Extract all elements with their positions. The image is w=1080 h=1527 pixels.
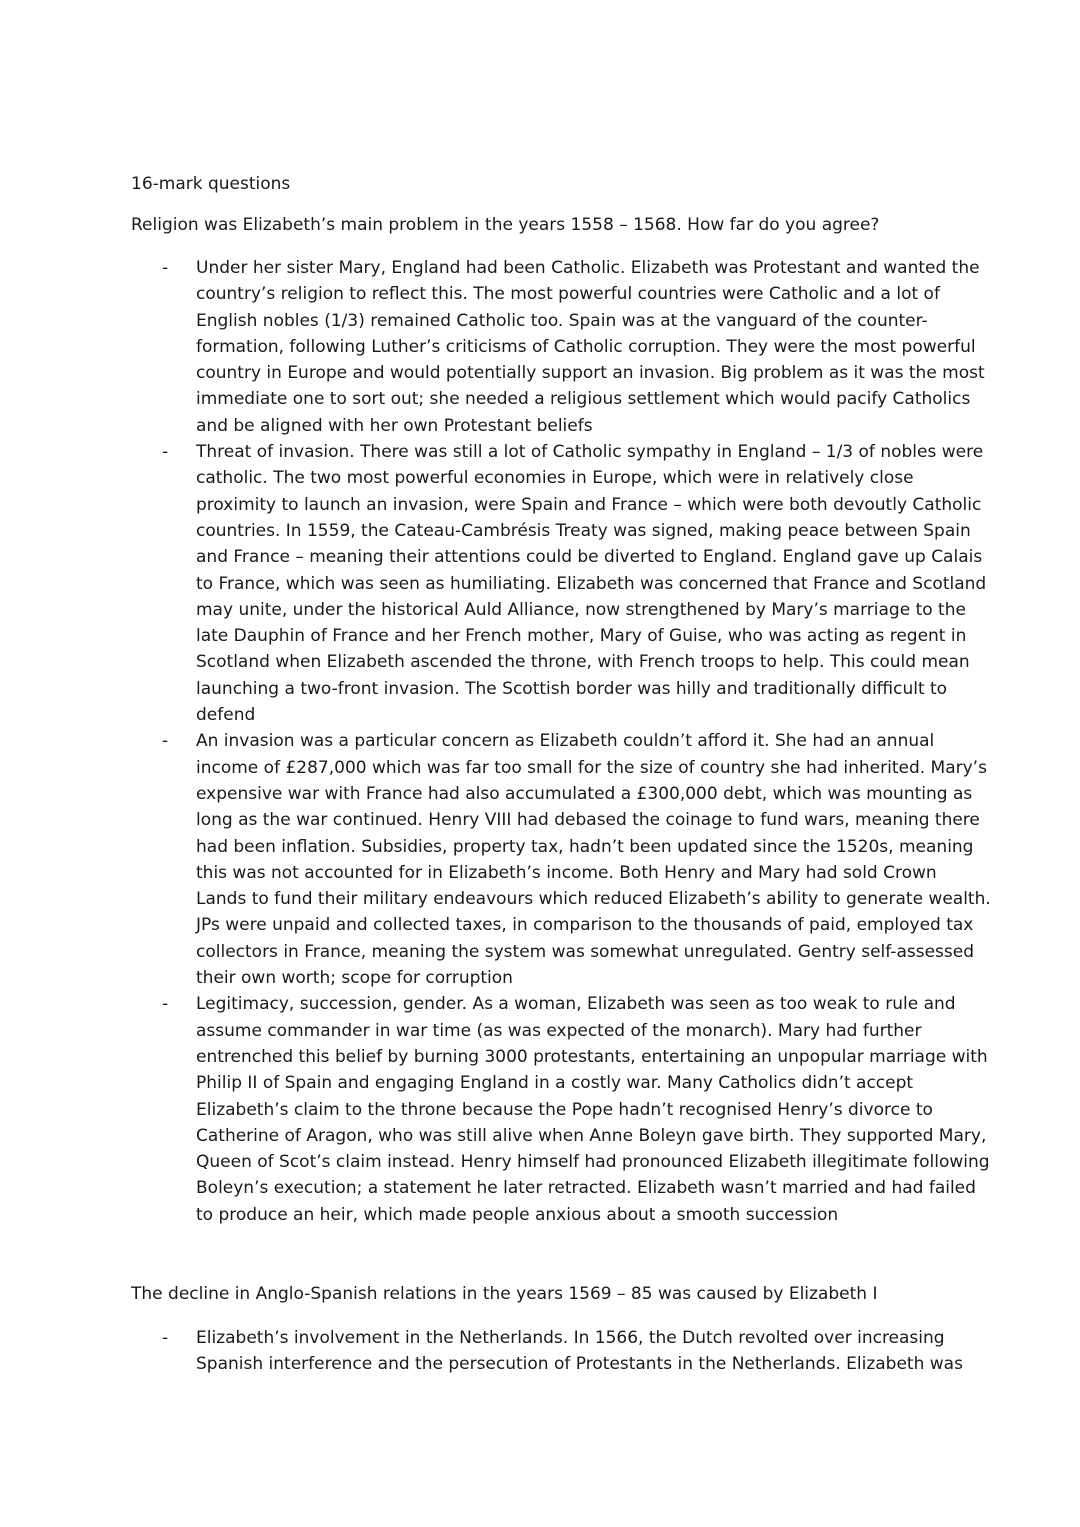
bullet-point [162, 728, 991, 991]
bullet-point [162, 1325, 963, 1378]
bullet-text-line: and France – meaning their attentions could be diverted to England. England gave up Calais [196, 547, 983, 568]
bullet-text-line: catholic. The two most powerful economies in Europe, which were in relatively close [196, 468, 914, 489]
bullet-text-line: launching a two-front invasion. The Scottish border was hilly and traditionally difficult to [196, 678, 948, 699]
bullet-text-line: Lands to fund their military endeavours which reduced Elizabeth’s ability to generate wealth. [196, 889, 991, 910]
bullet-text-line: Elizabeth’s involvement in the Netherlands. In 1566, the Dutch revolted over increasing [196, 1328, 945, 1348]
bullet-text-line: proximity to launch an invasion, were Spain and France – which were both devoutly Catholic [196, 494, 982, 515]
bullet-text-line: Elizabeth’s claim to the throne because the Pope hadn’t recognised Henry’s divorce to [196, 1099, 933, 1120]
question-title: Religion was Elizabeth’s main problem in the years 1558 – 1568. How far do you agree? [131, 215, 880, 235]
bullet-text-line: Legitimacy, succession, gender. As a woman, Elizabeth was seen as too weak to rule and [196, 994, 956, 1015]
bullet-text-line: formation, following Luther’s criticisms of Catholic corruption. They were the most powerful [196, 336, 976, 357]
bullet-text-line: collectors in France, meaning the system was somewhat unregulated. Gentry self-assessed [196, 941, 975, 962]
bullet-text-line: country in Europe and would potentially support an invasion. Big problem as it was the most [196, 363, 985, 384]
answer-bullet-list [162, 1325, 963, 1378]
bullet-text-line: expensive war with France had also accumulated a £300,000 debt, which was mounting as [196, 783, 973, 804]
bullet-text-line: late Dauphin of France and her French mother, Mary of Guise, who was acting as regent in [196, 626, 967, 647]
bullet-text-line: had been inflation. Subsidies, property tax, hadn’t been updated since the 1520s, meaning [196, 836, 974, 857]
bullet-text-line: and be aligned with her own Protestant beliefs [196, 415, 593, 436]
bullet-text-line: Boleyn’s execution; a statement he later retracted. Elizabeth wasn’t married and had failed [196, 1178, 976, 1199]
bullet-point [162, 255, 991, 439]
bullet-text-line: Catherine of Aragon, who was still alive when Anne Boleyn gave birth. They supported Mary, [196, 1125, 987, 1146]
bullet-dash: - [162, 731, 169, 752]
bullet-text-line: to produce an heir, which made people anxious about a smooth succession [196, 1204, 839, 1225]
answer-bullet-list [162, 255, 991, 1228]
bullet-text-line: Threat of invasion. There was still a lot of Catholic sympathy in England – 1/3 of nobles were [196, 442, 984, 463]
bullet-text-line: defend [196, 705, 256, 726]
bullet-text-line: entrenched this belief by burning 3000 protestants, entertaining an unpopular marriage with [196, 1046, 988, 1067]
bullet-text-line: this was not accounted for in Elizabeth’s income. Both Henry and Mary had sold Crown [196, 862, 937, 883]
bullet-text-line: countries. In 1559, the Cateau-Cambrésis Treaty was signed, making peace between Spain [196, 520, 971, 541]
bullet-text-line: Scotland when Elizabeth ascended the throne, with French troops to help. This could mean [196, 652, 970, 673]
bullet-text-line: country’s religion to reflect this. The most powerful countries were Catholic and a lot of [196, 284, 940, 305]
bullet-text-line: Spanish interference and the persecution of Protestants in the Netherlands. Elizabeth was [196, 1354, 963, 1375]
bullet-text-line: may unite, under the historical Auld Alliance, now strengthened by Mary’s marriage to the [196, 599, 966, 620]
bullet-text-line: An invasion was a particular concern as Elizabeth couldn’t afford it. She had an annual [196, 731, 935, 752]
bullet-text-line: English nobles (1/3) remained Catholic too. Spain was at the vanguard of the counter- [196, 310, 928, 331]
bullet-text-line: Under her sister Mary, England had been Catholic. Elizabeth was Protestant and wanted the [196, 258, 980, 278]
bullet-dash: - [162, 442, 169, 463]
bullet-text-line: their own worth; scope for corruption [196, 968, 513, 989]
bullet-dash: - [162, 994, 169, 1015]
bullet-dash: - [162, 1328, 169, 1348]
bullet-point [162, 439, 991, 728]
bullet-text-line: immediate one to sort out; she needed a religious settlement which would pacify Catholics [196, 389, 971, 410]
document-heading: 16-mark questions [131, 174, 291, 194]
bullet-text-line: assume commander in war time (as was expected of the monarch). Mary had further [196, 1020, 922, 1041]
bullet-text-line: income of £287,000 which was far too small for the size of country she had inherited. Mary’s [196, 757, 987, 778]
bullet-text-line: long as the war continued. Henry VIII had debased the coinage to fund wars, meaning there [196, 810, 980, 831]
question-title: The decline in Anglo-Spanish relations in the years 1569 – 85 was caused by Elizabeth I [131, 1284, 878, 1304]
bullet-dash: - [162, 258, 169, 278]
bullet-point [162, 991, 991, 1228]
bullet-text-line: to France, which was seen as humiliating. Elizabeth was concerned that France and Scotland [196, 573, 987, 594]
bullet-text-line: JPs were unpaid and collected taxes, in comparison to the thousands of paid, employed tax [196, 915, 974, 936]
bullet-text-line: Philip II of Spain and engaging England in a costly war. Many Catholics didn’t accept [196, 1073, 914, 1094]
bullet-text-line: Queen of Scot’s claim instead. Henry himself had pronounced Elizabeth illegitimate following [196, 1152, 990, 1173]
